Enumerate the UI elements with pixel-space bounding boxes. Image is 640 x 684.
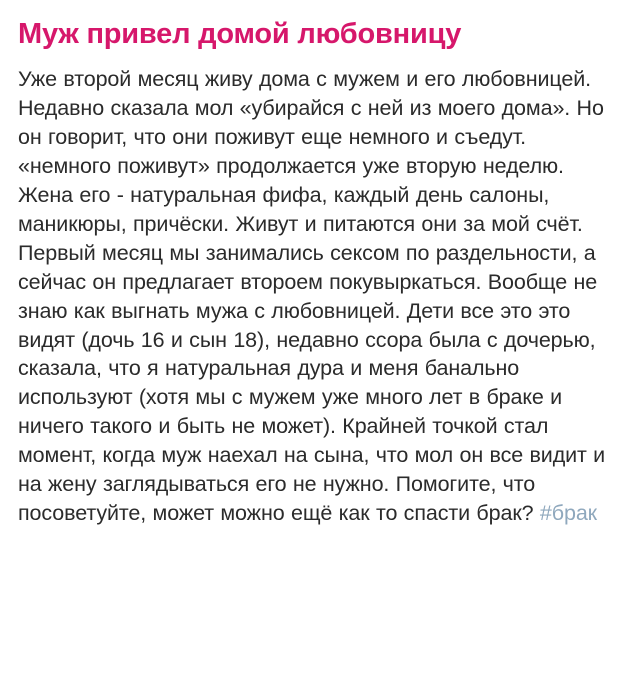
article-body <box>18 65 622 528</box>
hashtag-link[interactable]: #брак <box>539 500 597 525</box>
page-title: Муж привел домой любовницу <box>18 18 462 50</box>
article-body-text: Уже второй месяц живу дома с мужем и его любовницей. Недавно сказала мол «убирайся с ней из моего дома». Но он говорит, что они поживут еще немного и съедут. «немного поживут» продолжается уже вторую неделю. Жена его - натуральная фифа, каждый день салоны, маникюры, причёски. Живут и питаются они за мой счёт. Первый месяц мы занимались сексом по раздельности, а сейчас он предлагает второем покувыркаться. Вообще не знаю как выгнать мужа с любовницей. Дети все это это видят (дочь 16 и сын 18), недавно ссора была с дочерью, сказала, что я натуральная дура и меня банально используют (хотя мы с мужем уже много лет в браке и ничего такого и быть не может). Крайней точкой стал момент, когда муж наехал на сына, что мол он все видит и на жену заглядываться его не нужно. Помогите, что посоветуйте, может можно ещё как то спасти брак? <box>18 67 606 525</box>
